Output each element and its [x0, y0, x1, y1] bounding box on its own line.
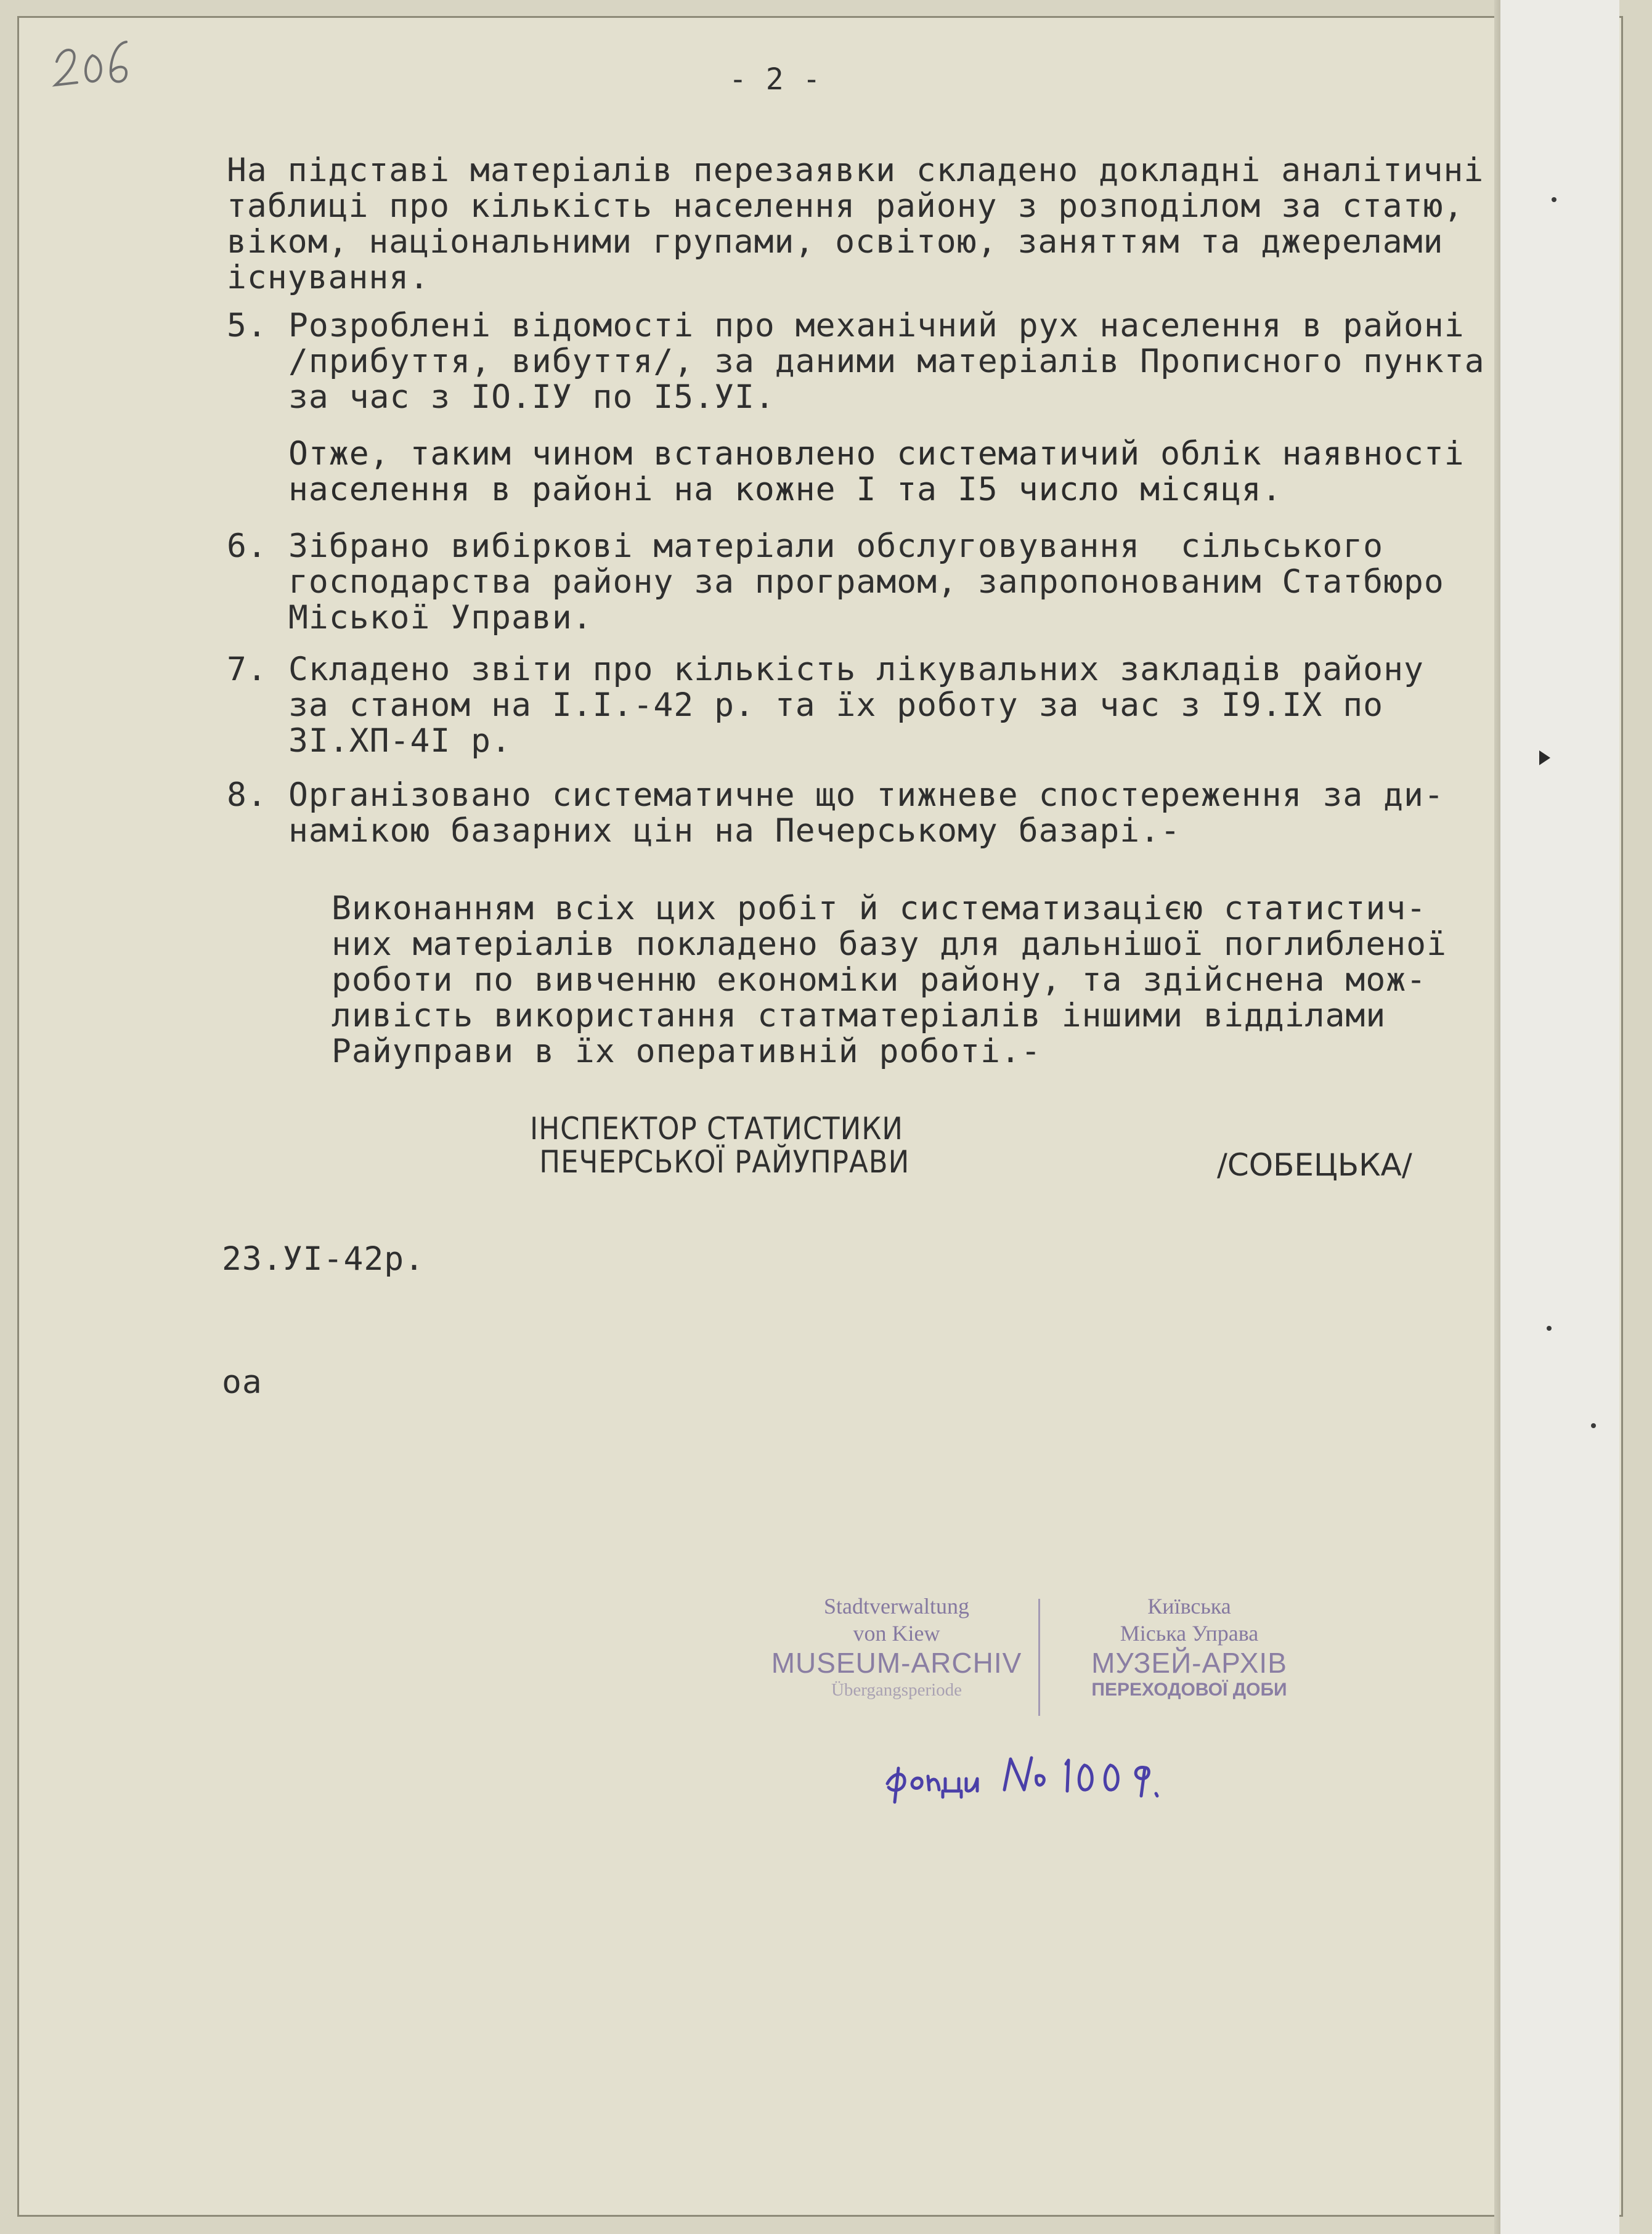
stamp-line: Stadtverwaltung — [824, 1594, 969, 1619]
stamp-line: MUSEUM-ARCHIV — [771, 1647, 1022, 1679]
stamp-line: Київська — [1147, 1594, 1231, 1619]
list-item-text: Організовано систематичне що тижневе спостереження за ди- намікою базарних цін на Печерському базарі.- — [288, 776, 1444, 850]
edge-mark — [1547, 1326, 1552, 1331]
list-item-number: 5. — [227, 307, 267, 344]
list-item-text: Розроблені відомості про механічний рух населення в районі /прибуття, вибуття/, за даними матеріалів Прописного пункта за час з IO.IУ по I5.УI. — [288, 307, 1485, 416]
adjacent-sheet-edge — [1500, 0, 1619, 2234]
handwritten-fund-note — [881, 1740, 1202, 1808]
document-date: 23.УI-42р. — [222, 1240, 425, 1278]
stamp-ukrainian-side — [1044, 1593, 1334, 1701]
stamp-line: von Kiew — [853, 1621, 940, 1646]
list-item-number: 7. — [227, 651, 267, 688]
list-item-text: Зібрано вибіркові матеріали обслуговування сільського господарства району за програмом, запропонованим Статбюро Міської Управи. — [288, 527, 1444, 636]
stamp-divider — [1038, 1599, 1040, 1716]
signature-title: ІНСПЕКТОР СТАТИСТИКИ ПЕЧЕРСЬКОЇ РАЙУПРАВИ — [530, 1111, 910, 1180]
stamp-line: Übergangsperiode — [831, 1680, 962, 1700]
stamp-german-side — [761, 1593, 1032, 1701]
typist-initials: оа — [222, 1363, 262, 1401]
edge-mark — [1591, 1423, 1596, 1428]
stamp-line: ПЕРЕХОДОВОЇ ДОБИ — [1091, 1680, 1287, 1700]
list-item-7 — [227, 651, 1424, 795]
list-item-text: Складено звіти про кількість лікувальних закладів району за станом на I.I.-42 р. та їх роботу за час з I9.IX по ЗI.ХП-4I р. — [288, 651, 1424, 760]
archive-stamp — [761, 1593, 1334, 1722]
list-item-number: 8. — [227, 776, 267, 814]
list-item-number: 6. — [227, 527, 267, 565]
edge-mark — [1539, 750, 1550, 765]
closing-paragraph: Виконанням всіх цих робіт й систематизацією статистич- них матеріалів покладено базу для дальнішої поглибленої роботи по вивченню економіки району, та здійснена мож- ливість використання статматеріалів іншими відділами Райуправи в їх оперативній роботі.- — [332, 890, 1447, 1070]
handwritten-folio-number — [49, 37, 142, 92]
list-item-5 — [227, 307, 1485, 451]
page-number: - 2 - — [729, 62, 821, 97]
edge-mark — [1552, 197, 1556, 202]
stamp-line: МУЗЕЙ-АРХІВ — [1091, 1647, 1287, 1679]
stamp-line: Міська Управа — [1120, 1621, 1259, 1646]
item-5-followup-paragraph: Отже, таким чином встановлено систематичий облік наявності населення в районі на кожне I та I5 число місяця. — [288, 435, 1465, 508]
intro-paragraph: На підставі матеріалів перезаявки складено докладні аналітичні таблиці про кількість населення району з розподілом за статю, віком, національними групами, освітою, заняттям та джерелами існування. — [227, 152, 1484, 296]
list-item-8 — [227, 776, 1444, 920]
signature-name: /СОБЕЦЬКА/ — [1217, 1147, 1412, 1183]
